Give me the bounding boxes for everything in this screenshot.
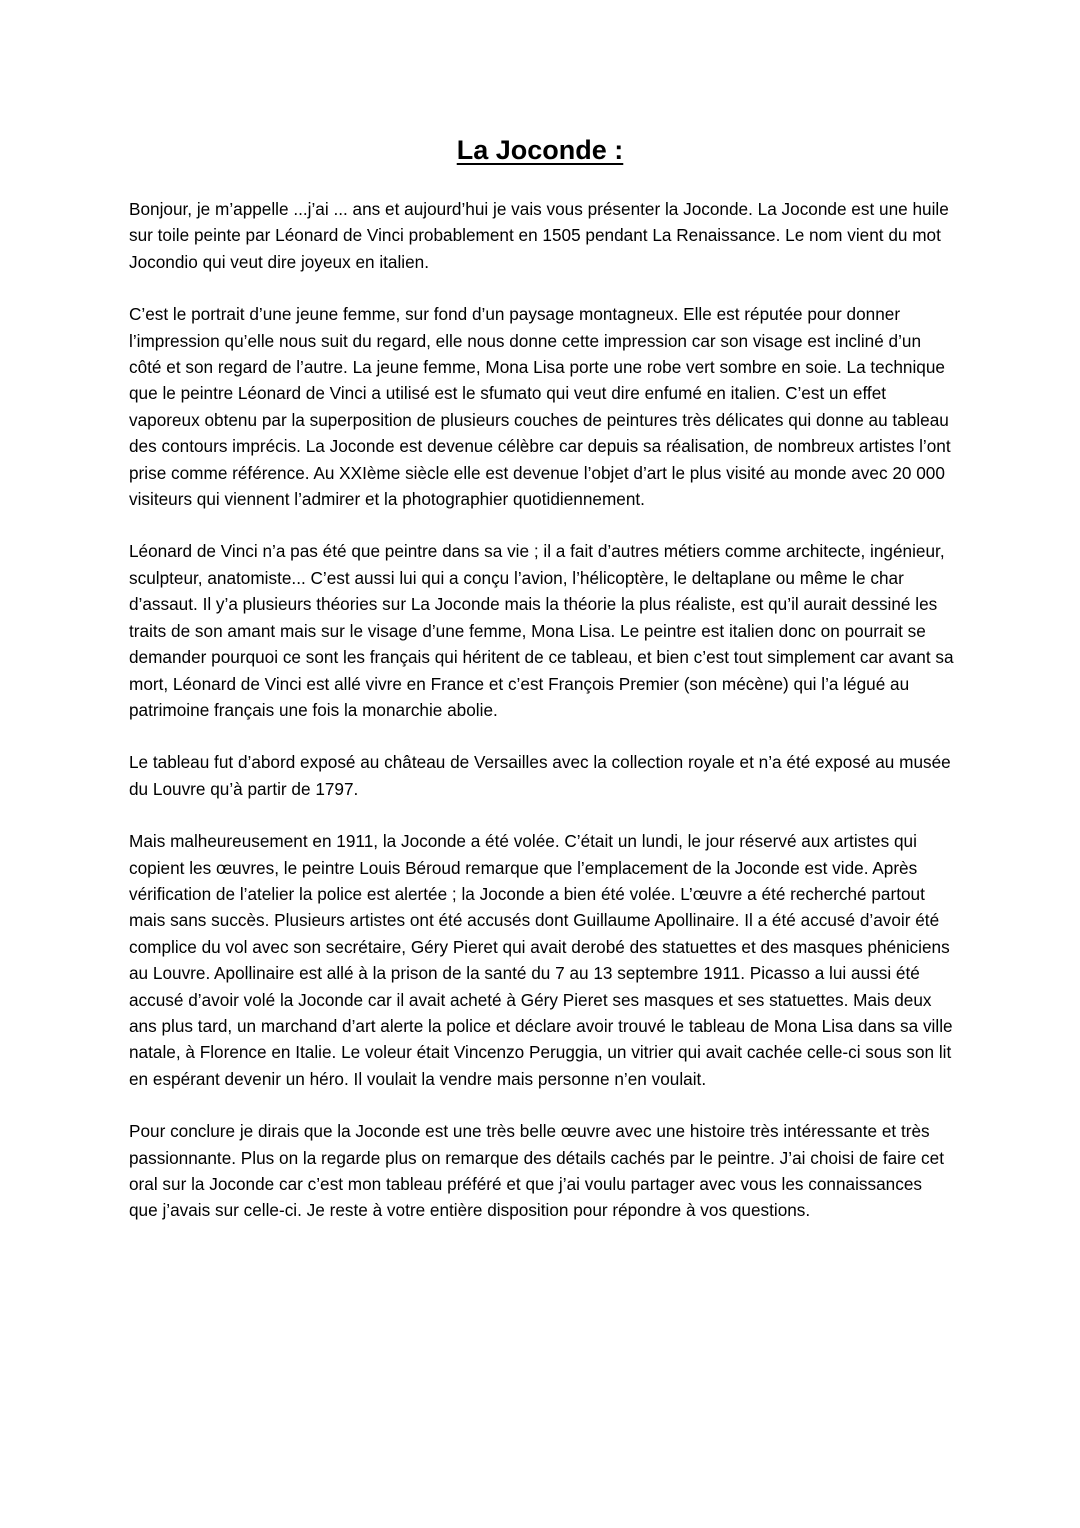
paragraph-intro: Bonjour, je m’appelle ...j’ai ... ans et aujourd’hui je vais vous présenter la Joconde. La Joconde est une huile sur toile peinte par Léonard de Vinci probablement en 1505 pendant La Renaissance. Le nom vient du mot Jocondio qui veut dire joyeux en italien. — [129, 199, 949, 272]
paragraph-exhibition: Le tableau fut d’abord exposé au château de Versailles avec la collection royale et n’a été exposé au musée du Louvre qu’à partir de 1797. — [129, 752, 951, 799]
document-body — [129, 196, 954, 1250]
paragraph-conclusion: Pour conclure je dirais que la Joconde est une très belle œuvre avec une histoire très intéressante et très passionnante. Plus on la regarde plus on remarque des détails cachés par le peintre. J’ai choisi de faire cet oral sur la Joconde car c’est mon tableau préféré et que j’ai voulu partager avec vous les connaissances que j’avais sur celle-ci. Je reste à votre entière disposition pour répondre à vos questions. — [129, 1121, 944, 1221]
paragraph-portrait: C’est le portrait d’une jeune femme, sur fond d’un paysage montagneux. Elle est réputée pour donner l’impression qu’elle nous suit du regard, elle nous donne cette impression car son visage est incliné d’un côté et son regard de l’autre. La jeune femme, Mona Lisa porte une robe vert sombre en soie. La technique que le peintre Léonard de Vinci a utilisé est le sfumato qui veut dire enfumé en italien. C’est un effet vaporeux obtenu par la superposition de plusieurs couches de peintures très délicates qui donne au tableau des contours imprécis. La Joconde est devenue célèbre car depuis sa réalisation, de nombreux artistes l’ont prise comme référence. Au XXIème siècle elle est devenue l’objet d’art le plus visité au monde avec 20 000 visiteurs qui viennent l’admirer et la photographier quotidiennement. — [129, 304, 951, 510]
document-title: La Joconde : — [456, 135, 624, 165]
paragraph-leonard: Léonard de Vinci n’a pas été que peintre dans sa vie ; il a fait d’autres métiers comme architecte, ingénieur, sculpteur, anatomiste... C’est aussi lui qui a conçu l’avion, l’hélicoptère, le deltaplane ou même le char d’assaut. Il y’a plusieurs théories sur La Joconde mais la théorie la plus réaliste, est qu’il aurait dessiné les traits de son amant mais sur le visage d’une femme, Mona Lisa. Le peintre est italien donc on pourrait se demander pourquoi ce sont les français qui héritent de ce tableau, et bien c’est tout simplement car avant sa mort, Léonard de Vinci est allé vivre en France et c’est François Premier (son mécène) qui l’a légué au patrimoine français une fois la monarchie abolie. — [129, 541, 954, 720]
paragraph-theft: Mais malheureusement en 1911, la Joconde a été volée. C’était un lundi, le jour réservé aux artistes qui copient les œuvres, le peintre Louis Béroud remarque que l’emplacement de la Joconde est vide. Après vérification de l’atelier la police est alertée ; la Joconde a bien été volée. L’œuvre a été recherché partout mais sans succès. Plusieurs artistes ont été accusés dont Guillaume Apollinaire. Il a été accusé d’avoir été complice du vol avec son secrétaire, Géry Pieret qui avait derobé des statuettes et des masques phéniciens au Louvre. Apollinaire est allé à la prison de la santé du 7 au 13 septembre 1911. Picasso a lui aussi été accusé d’avoir volé la Joconde car il avait acheté à Géry Pieret ses masques et ses statuettes. Mais deux ans plus tard, un marchand d’art alerte la police et déclare avoir trouvé le tableau de Mona Lisa dans sa ville natale, à Florence en Italie. Le voleur était Vincenzo Peruggia, un vitrier qui avait cachée celle-ci sous son lit en espérant devenir un héro. Il voulait la vendre mais personne n’en voulait. — [129, 831, 953, 1089]
